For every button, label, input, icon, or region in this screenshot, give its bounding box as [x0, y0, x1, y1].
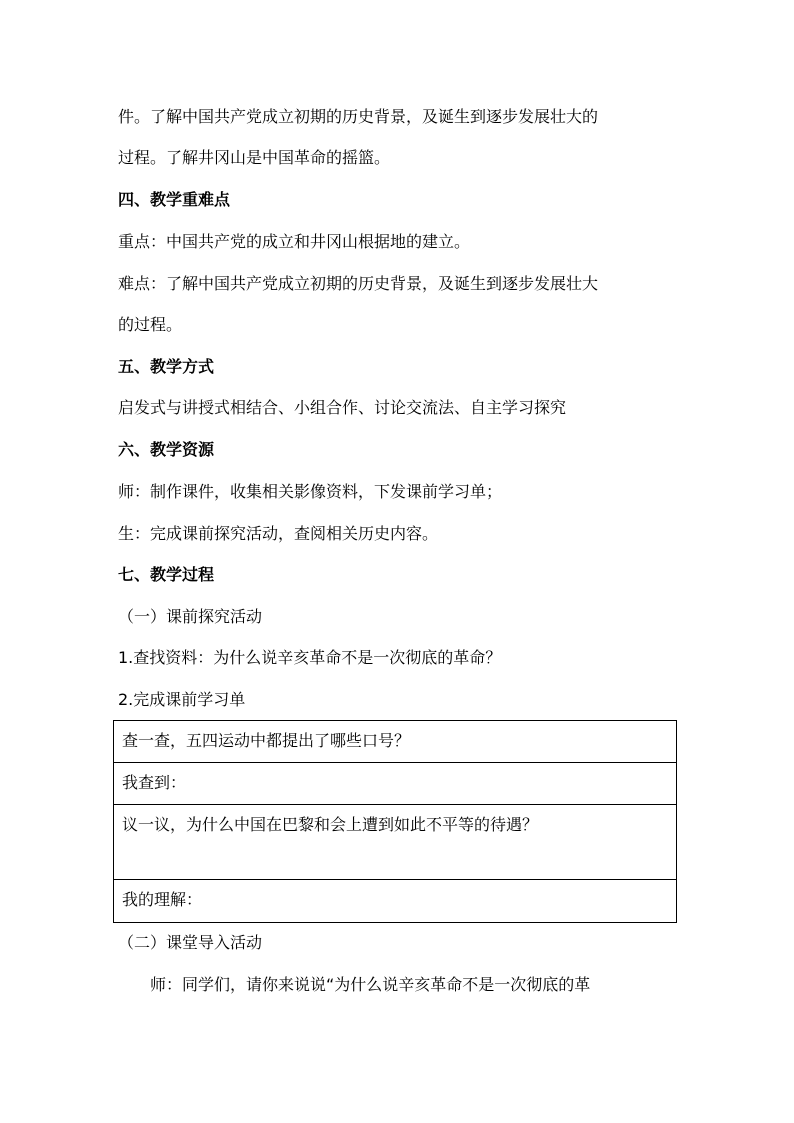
worksheet-cell [114, 763, 677, 805]
worksheet-cell [114, 880, 677, 923]
worksheet-cell [114, 721, 677, 763]
worksheet-prompt: 查一查，五四运动中都提出了哪些口号？ [122, 731, 411, 750]
text-line: （一）课前探究活动 [118, 607, 263, 626]
subsection-heading: （二）课堂导入活动 [118, 933, 263, 952]
section-heading: 五、教学方式 [118, 357, 215, 376]
worksheet-table [113, 720, 677, 923]
text-line: 过程。了解井冈山是中国革命的摇篮。 [118, 148, 391, 167]
text-line: 启发式与讲授式相结合、小组合作、讨论交流法、自主学习探究 [118, 398, 567, 417]
text-line: 重点：中国共产党的成立和井冈山根据地的建立。 [118, 232, 471, 251]
text-line: 件。了解中国共产党成立初期的历史背景，及诞生到逐步发展壮大的 [118, 107, 599, 126]
text-line: 2.完成课前学习单 [118, 690, 246, 709]
section-heading: 四、教学重难点 [118, 190, 231, 209]
worksheet-answer-label: 我的理解： [122, 890, 203, 909]
text-line: 难点：了解中国共产党成立初期的历史背景，及诞生到逐步发展壮大 [118, 274, 599, 293]
worksheet-cell [114, 805, 677, 880]
text-line: 生：完成课前探究活动，查阅相关历史内容。 [118, 524, 439, 543]
text-line: 的过程。 [118, 315, 183, 334]
text-line: 师：同学们，请你来说说“为什么说辛亥革命不是一次彻底的革 [150, 975, 591, 994]
worksheet-prompt: 议一议，为什么中国在巴黎和会上遭到如此不平等的待遇？ [122, 815, 539, 834]
worksheet-answer-label: 我查到： [122, 773, 187, 792]
section-heading: 七、教学过程 [118, 565, 215, 584]
text-line: 师：制作课件，收集相关影像资料，下发课前学习单； [118, 482, 503, 501]
text-line: 1.查找资料：为什么说辛亥革命不是一次彻底的革命？ [118, 648, 502, 667]
section-heading: 六、教学资源 [118, 440, 215, 459]
